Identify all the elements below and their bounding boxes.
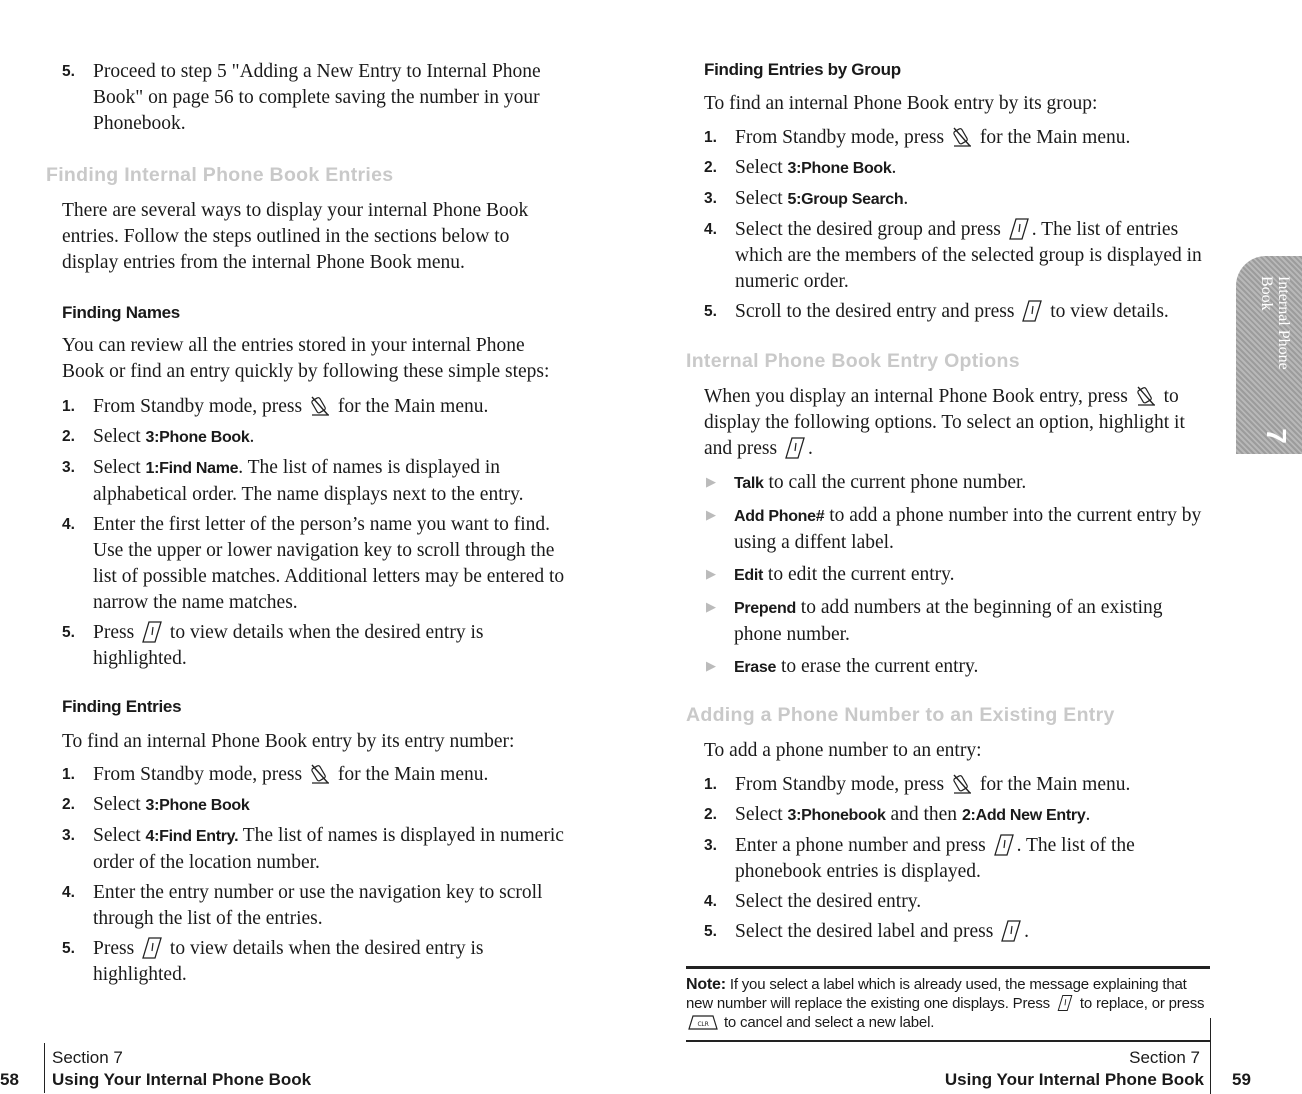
clr-key-icon bbox=[688, 1014, 718, 1030]
subheading-finding-by-group: Finding Entries by Group bbox=[704, 60, 901, 79]
bullet-arrow-icon: ▶ bbox=[706, 508, 716, 523]
right-footer-title: Using Your Internal Phone Book bbox=[944, 1070, 1204, 1089]
finding-group-intro: To find an internal Phone Book entry by its group: bbox=[704, 93, 1098, 114]
note-box: Note: If you select a label which is already used, the message explaining that new number will replace the existing one displays. Press to replace, or press CLR to cancel and select a new label. bbox=[686, 966, 1210, 1042]
section-heading-entry-options: Internal Phone Book Entry Options bbox=[686, 350, 1020, 372]
menu-key-icon bbox=[309, 394, 331, 418]
finding-names-intro: You can review all the entries stored in your internal Phone Book or find an entry quickly by following these simple steps: bbox=[62, 335, 550, 382]
menu-key-icon bbox=[951, 125, 973, 149]
adding-number-intro: To add a phone number to an entry: bbox=[704, 740, 982, 761]
ok-key-icon bbox=[1021, 299, 1043, 323]
group-step-3: 3. Select 5:Group Search. bbox=[704, 188, 909, 209]
adding-step-5: 5. Select the desired label and press . bbox=[704, 921, 1030, 942]
bullet-arrow-icon: ▶ bbox=[706, 567, 716, 582]
footer-right-divider bbox=[1210, 1018, 1211, 1094]
subheading-finding-entries: Finding Entries bbox=[62, 697, 182, 716]
group-step-1: 1. From Standby mode, press for the Main menu. bbox=[704, 127, 1131, 148]
continued-step-list bbox=[62, 59, 562, 141]
names-step-2: 2. Select 3:Phone Book. bbox=[62, 426, 255, 447]
entries-step-5: 5. Press to view details when the desired entry is highlighted. bbox=[62, 938, 484, 985]
continued-step-5: 5. Proceed to step 5 "Adding a New Entry to Internal Phone Book" on page 56 to complete saving the number in your Phonebook. bbox=[62, 61, 541, 134]
bullet-arrow-icon: ▶ bbox=[706, 659, 716, 674]
entries-step-3: 3. Select 4:Find Entry. The list of names is displayed in numeric order of the location number. bbox=[62, 825, 564, 873]
entries-step-1: 1. From Standby mode, press for the Main menu. bbox=[62, 764, 489, 785]
names-step-4: 4. Enter the first letter of the person’s name you want to find. Use the upper or lower navigation key to scroll through the list of possible matches. Additional letters may be entered to narrow the name matches. bbox=[62, 514, 565, 613]
ok-key-icon bbox=[141, 936, 163, 960]
finding-names-steps bbox=[62, 394, 567, 676]
option-talk: ▶ Talk to call the current phone number. bbox=[704, 470, 1209, 497]
subheading-finding-names: Finding Names bbox=[62, 303, 180, 322]
section-heading-finding-entries: Finding Internal Phone Book Entries bbox=[46, 164, 394, 186]
option-add-phone: ▶ Add Phone# to add a phone number into the current entry by using a diffent label. bbox=[706, 505, 1202, 553]
names-step-5: 5. Press to view details when the desired entry is highlighted. bbox=[62, 622, 484, 669]
ok-key-icon bbox=[141, 620, 163, 644]
finding-entries-intro: To find an internal Phone Book entry by its entry number: bbox=[62, 731, 515, 752]
left-footer-title: Using Your Internal Phone Book bbox=[52, 1070, 312, 1089]
footer-left-divider bbox=[44, 1043, 45, 1093]
adding-step-4: 4. Select the desired entry. bbox=[704, 891, 922, 912]
adding-step-3: 3. Enter a phone number and press . The list of the phonebook entries is displayed. bbox=[704, 835, 1135, 882]
adding-step-1: 1. From Standby mode, press for the Main menu. bbox=[704, 774, 1131, 795]
entry-options-intro: When you display an internal Phone Book entry, press to display the following options. To select an option, highlight it and press . bbox=[704, 386, 1185, 459]
ok-key-icon bbox=[1056, 994, 1074, 1012]
ok-key-icon bbox=[1000, 919, 1022, 943]
bullet-arrow-icon: ▶ bbox=[706, 475, 716, 490]
menu-key-icon bbox=[1135, 384, 1157, 408]
entries-step-4: 4. Enter the entry number or use the navigation key to scroll through the list of the entries. bbox=[62, 882, 543, 929]
right-footer-section: Section 7 bbox=[1129, 1048, 1200, 1067]
finding-intro-paragraph: There are several ways to display your internal Phone Book entries. Follow the steps outlined in the sections below to display entries from the internal Phone Book menu. bbox=[62, 200, 529, 273]
chapter-tab-label: Internal Phone Book bbox=[1258, 276, 1292, 370]
menu-key-icon bbox=[309, 762, 331, 786]
group-step-4: 4. Select the desired group and press . The list of entries which are the members of the selected group is displayed in numeric order. bbox=[704, 219, 1202, 292]
bullet-arrow-icon: ▶ bbox=[706, 600, 716, 615]
option-edit: ▶ Edit to edit the current entry. bbox=[704, 562, 1209, 589]
ok-key-icon bbox=[993, 833, 1015, 857]
ok-key-icon bbox=[1008, 217, 1030, 241]
svg-text:CLR: CLR bbox=[697, 1021, 709, 1028]
entry-options-list bbox=[704, 470, 1209, 687]
left-page-number: 58 bbox=[0, 1070, 19, 1089]
option-erase: ▶ Erase to erase the current entry. bbox=[704, 654, 1209, 681]
right-page-number: 59 bbox=[1232, 1070, 1251, 1089]
section-heading-adding-number: Adding a Phone Number to an Existing Entry bbox=[686, 704, 1115, 726]
group-step-5: 5. Scroll to the desired entry and press to view details. bbox=[704, 301, 1169, 322]
names-step-3: 3. Select 1:Find Name. The list of names is displayed in alphabetical order. The name displays next to the entry. bbox=[62, 457, 524, 505]
group-step-2: 2. Select 3:Phone Book. bbox=[704, 157, 897, 178]
finding-entries-steps bbox=[62, 762, 567, 992]
finding-group-steps bbox=[704, 125, 1209, 329]
left-footer-section: Section 7 bbox=[52, 1048, 123, 1067]
names-step-1: 1. From Standby mode, press for the Main menu. bbox=[62, 396, 489, 417]
menu-key-icon bbox=[951, 772, 973, 796]
adding-step-2: 2. Select 3:Phonebook and then 2:Add New Entry. bbox=[704, 804, 1091, 825]
entries-step-2: 2. Select 3:Phone Book bbox=[62, 794, 250, 815]
chapter-tab-number: 7 bbox=[1260, 428, 1292, 444]
option-prepend: ▶ Prepend to add numbers at the beginning of an existing phone number. bbox=[706, 597, 1163, 645]
ok-key-icon bbox=[784, 436, 806, 460]
adding-number-steps bbox=[704, 772, 1209, 949]
